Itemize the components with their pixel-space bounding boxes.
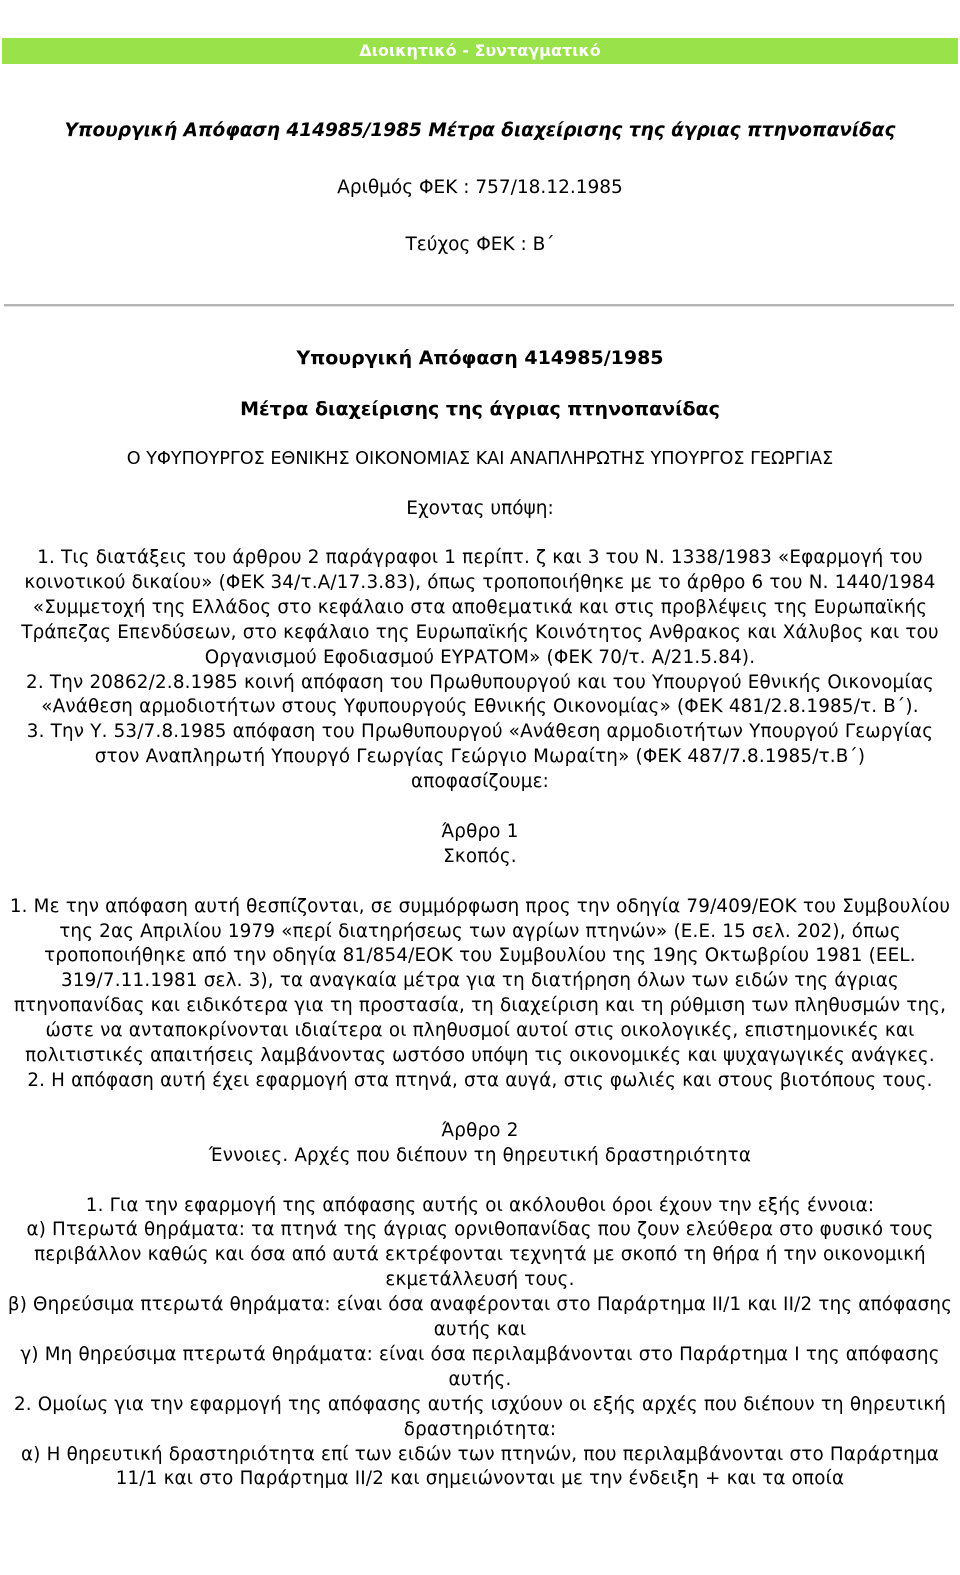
article-2-paragraph-2: 2. Ομοίως για την εφαρμογή της απόφασης αυτής ισχύουν οι εξής αρχές που διέπουν τη θηρευτική δραστηριότητα: <box>13 1393 947 1440</box>
article-1-paragraph-1: 1. Με την απόφαση αυτή θεσπίζονται, σε συμμόρφωση προς την οδηγία 79/409/ΕΟΚ του Συμβουλίου της 2ας Απριλίου 1979 «περί διατηρήσεως των αγρίων πτηνών» (Ε.Ε. 15 σελ. 202), όπως τροποποιήθηκε από την οδηγία 81/854/ΕΟΚ του Συμβουλίου της 19ης Οκτωβρίου 1981 (ΕΕL. 319/7.11.1981 σελ. 3), τα αναγκαία μέτρα για τη διατήρηση όλων των ειδών της άγριας πτηνοπανίδας και ειδικότερα για τη προστασία, τη διαχείριση και τη ρύθμιση των πληθυσμών της, ώστε να ανταποκρίνονται ιδιαίτερα οι πληθυσμοί αυτοί στις οικολογικές, επιστημονικές και πολιτιστικές απαιτήσεις λαμβάνοντας ωστόσο υπόψη τις οικονομικές και ψυχαγωγικές ανάγκες. <box>9 895 951 1067</box>
article-2-paragraph-2-item-a: α) Η θηρευτική δραστηριότητα επί των ειδών των πτηνών, που περιλαμβάνονται στο Παράρτημα 11/1 και στο Παράρτημα ΙΙ/2 και σημειώνονται με την ένδειξη + και τα οποία <box>21 1443 939 1490</box>
article-2-item-a: α) Πτερωτά θηράματα: τα πτηνά της άγριας ορνιθοπανίδας που ζουν ελεύθερα στο φυσικό τους περιβάλλον καθώς και όσα από αυτά εκτρέφονται τεχνητά με σκοπό τη θήρα ή την οικονομική εκμετάλλευσή τους. <box>26 1219 934 1291</box>
spacer <box>6 1169 954 1194</box>
spacer <box>6 1094 954 1119</box>
recital-3: 3. Την Υ. 53/7.8.1985 απόφαση του Πρωθυπουργού «Ανάθεση αρμοδιοτήτων Υπουργού Γεωργίας στον Αναπληρωτή Υπουργό Γεωργίας Γεώργιο Μωραίτη» (ΦΕΚ 487/7.8.1985/τ.Β΄) <box>26 721 934 768</box>
document-title: Υπουργική Απόφαση 414985/1985 Μέτρα διαχείρισης της άγριας πτηνοπανίδας <box>64 120 896 141</box>
article-2-paragraph-1: 1. Για την εφαρμογή της απόφασης αυτής οι ακόλουθοι όροι έχουν την εξής έννοια: <box>85 1194 875 1216</box>
recital-2: 2. Την 20862/2.8.1985 κοινή απόφαση του Πρωθυπουργού και του Υπουργού Εθνικής Οικονομίας «Ανάθεση αρμοδιοτήτων στους Υφυπουργούς Εθνικής Οικονομίας» (ΦΕΚ 481/2.8.1985/τ. Β΄). <box>26 671 934 718</box>
article-1-number: Άρθρο 1 <box>441 820 519 842</box>
fek-number: Αριθμός ΦΕΚ : 757/18.12.1985 <box>337 177 623 198</box>
horizontal-rule <box>4 304 954 307</box>
decision-body <box>6 546 954 1492</box>
article-2-title: Έννοιες. Αρχές που διέπουν τη θηρευτική δραστηριότητα <box>208 1144 752 1166</box>
decide-line: αποφασίζουμε: <box>410 771 550 793</box>
decision-subheading: Μέτρα διαχείρισης της άγριας πτηνοπανίδας <box>240 398 720 420</box>
decision-heading: Υπουργική Απόφαση 414985/1985 <box>296 347 664 369</box>
category-banner <box>2 38 958 64</box>
article-2-item-c: γ) Μη θηρεύσιμα πτερωτά θηράματα: είναι όσα περιλαμβάνονται στο Παράρτημα Ι της απόφασης αυτής. <box>20 1343 940 1390</box>
article-1-title: Σκοπός. <box>443 845 517 867</box>
minister-line: Ο ΥΦΥΠΟΥΡΓΟΣ ΕΘΝΙΚΗΣ ΟΙΚΟΝΟΜΙΑΣ ΚΑΙ ΑΝΑΠΛΗΡΩΤΗΣ ΥΠΟΥΡΓΟΣ ΓΕΩΡΓΙΑΣ <box>126 449 834 469</box>
article-2-item-b: β) Θηρεύσιμα πτερωτά θηράματα: είναι όσα αναφέρονται στο Παράρτημα ΙΙ/1 και ΙΙ/2 της απόφασης αυτής και <box>7 1294 953 1341</box>
spacer <box>6 795 954 820</box>
spacer <box>6 870 954 895</box>
article-1-paragraph-2: 2. Η απόφαση αυτή έχει εφαρμογή στα πτηνά, στα αυγά, στις φωλιές και στους βιοτόπους τους. <box>27 1070 933 1091</box>
article-2-number: Άρθρο 2 <box>441 1119 519 1141</box>
recital-1: 1. Τις διατάξεις του άρθρου 2 παράγραφοι 1 περίπτ. ζ και 3 του Ν. 1338/1983 «Εφαρμογή του κοινοτικού δικαίου» (ΦΕΚ 34/τ.Α/17.3.83), όπως τροποποιήθηκε με το άρθρο 6 του Ν. 1440/1984 «Συμμετοχή της Ελλάδος στο κεφάλαιο στα αποθεματικά και στις προβλέψεις της Ευρωπαϊκής Τράπεζας Επενδύσεων, στο κεφάλαιο της Ευρωπαϊκής Κοινότητος Ανθρακος και Χάλυβος και του Οργανισμού Εφοδιασμού ΕΥΡΑΤΟΜ» (ΦΕΚ 70/τ. Α/21.5.84). <box>21 547 939 668</box>
category-banner-label: Διοικητικό - Συνταγματικό <box>359 41 601 60</box>
fek-issue: Τεύχος ΦΕΚ : Β΄ <box>405 234 555 255</box>
considering-line: Εχοντας υπόψη: <box>406 498 554 519</box>
